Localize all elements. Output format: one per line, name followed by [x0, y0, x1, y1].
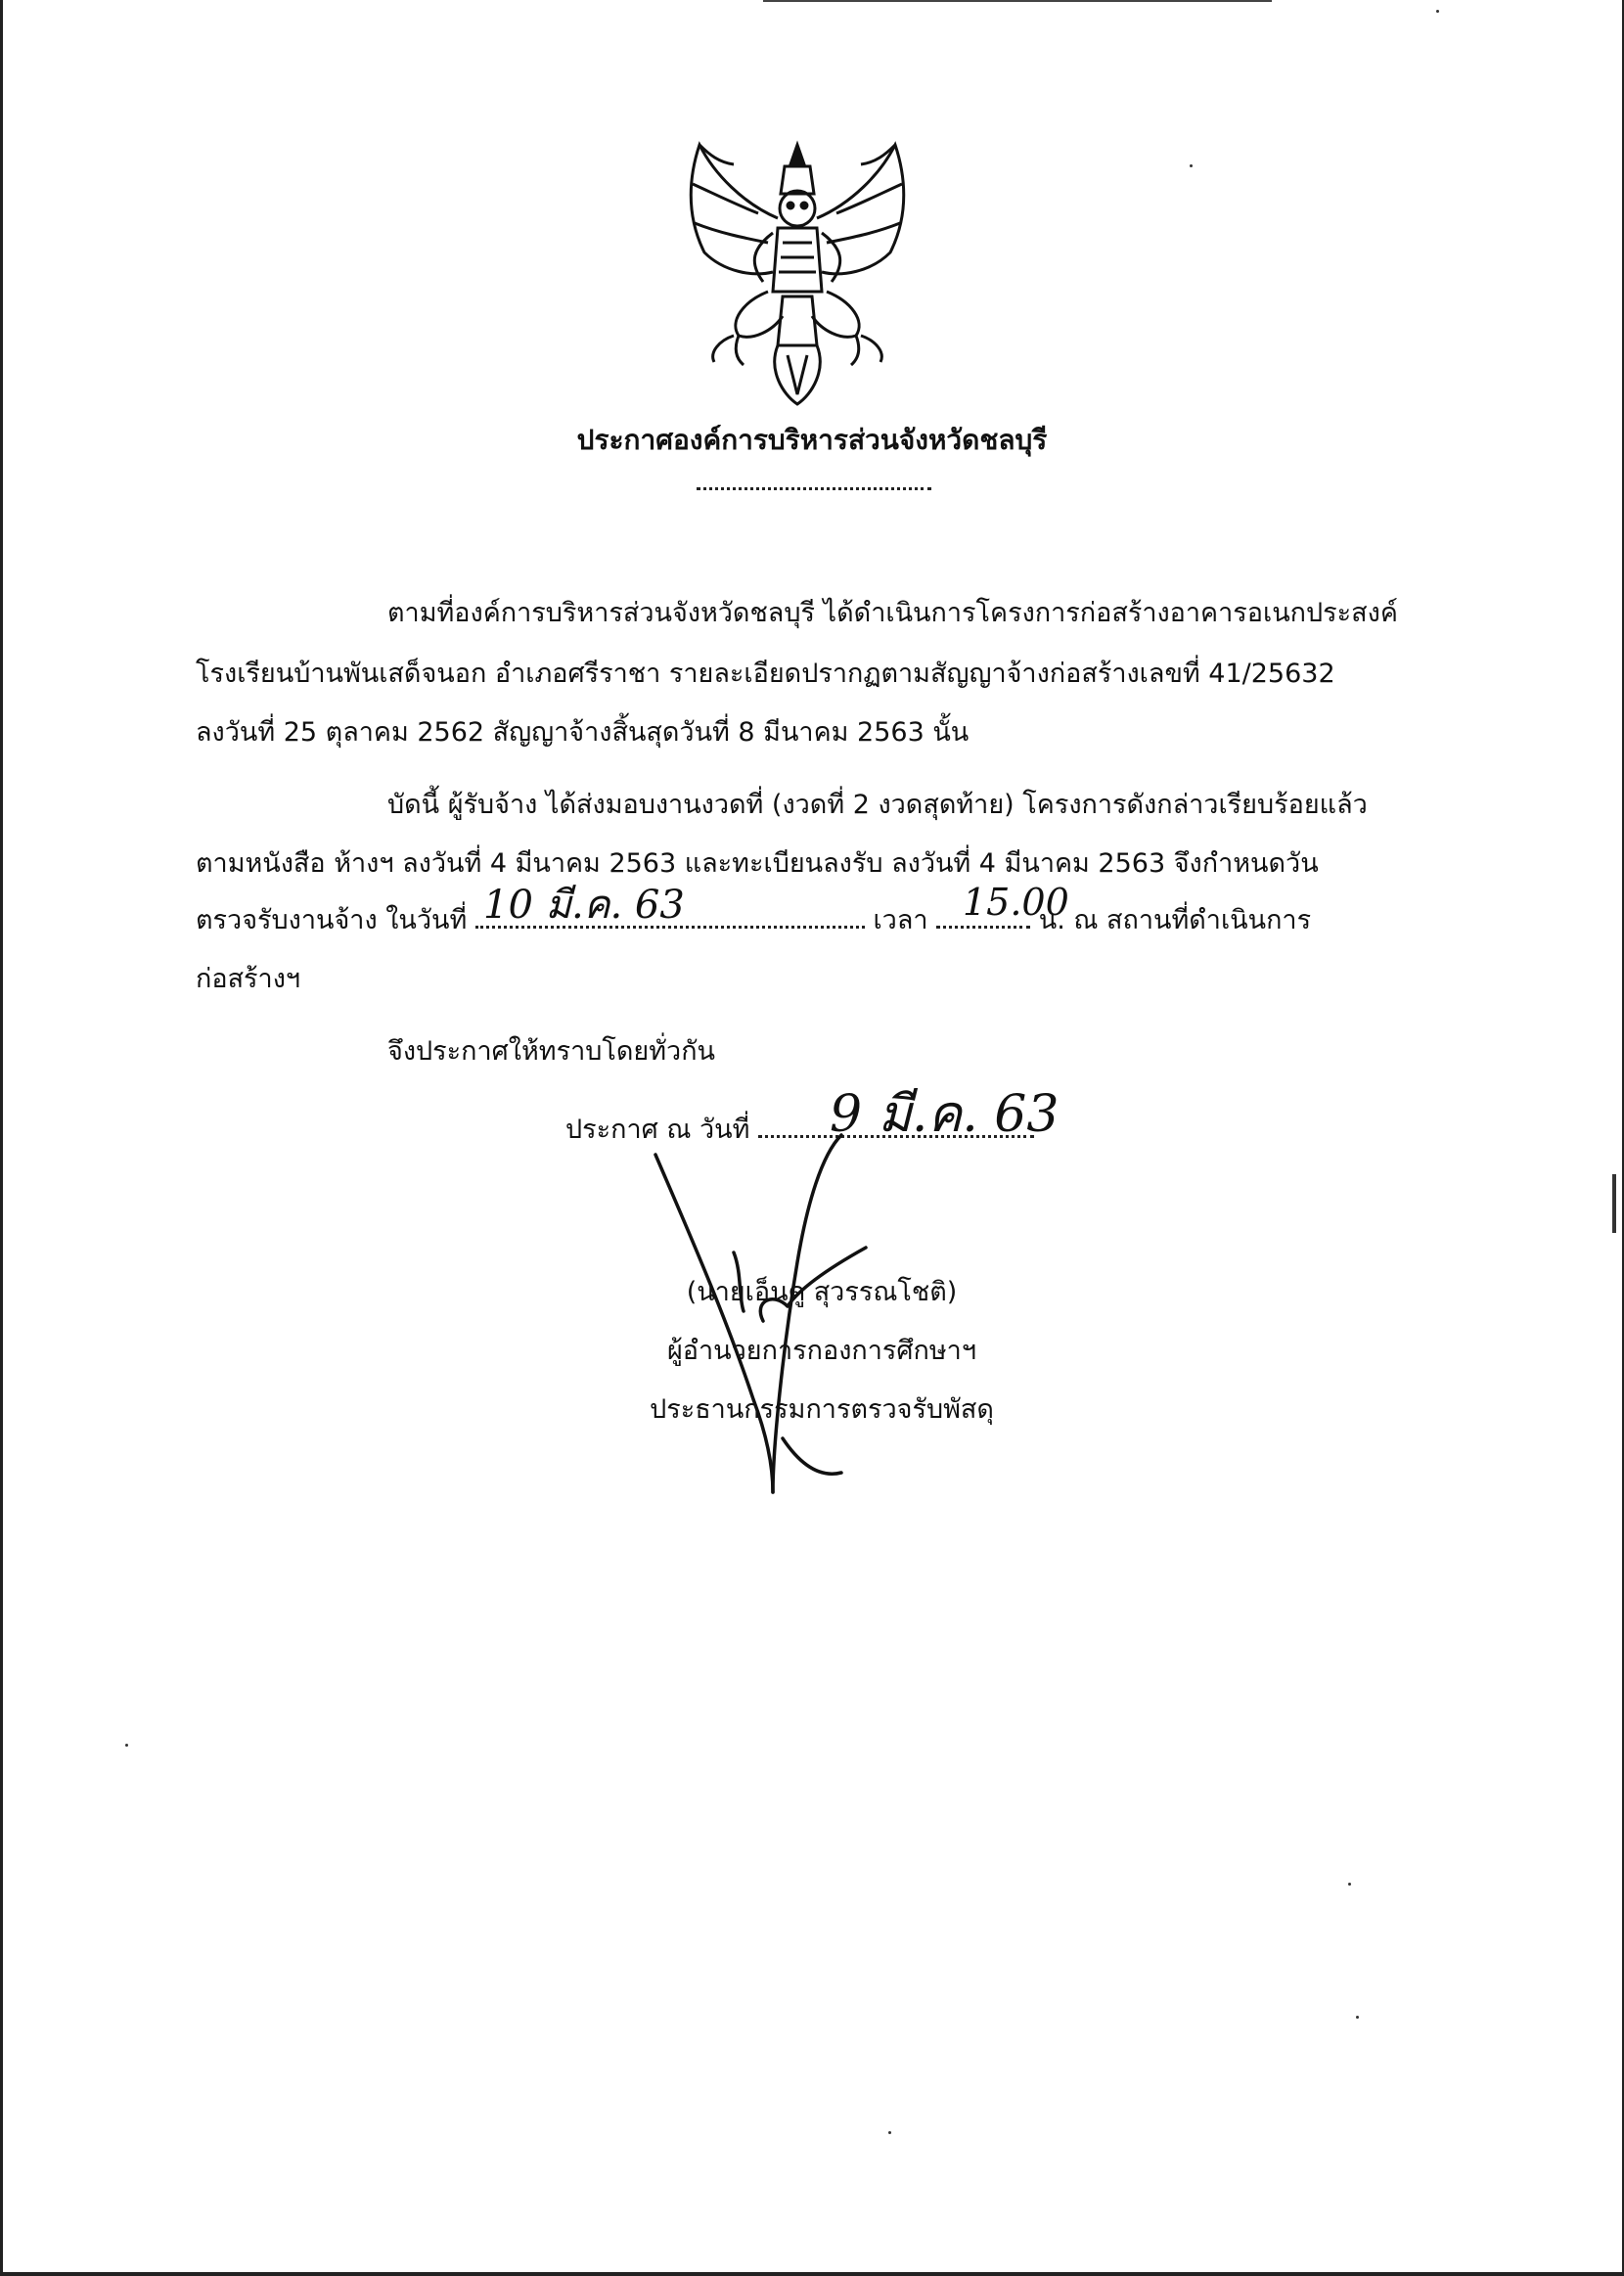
signer-role: ประธานกรรมการตรวจรับพัสดุ: [650, 1394, 994, 1425]
closing-statement: จึงประกาศให้ทราบโดยทั่วกัน: [387, 1036, 715, 1067]
garuda-emblem-icon: [675, 135, 920, 409]
inspection-time-label: เวลา: [873, 905, 928, 935]
para2-line2: ตามหนังสือ ห้างฯ ลงวันที่ 4 มีนาคม 2563 และทะเบียนลงรับ ลงวันที่ 4 มีนาคม 2563 จึงกำหนดวัน: [196, 848, 1319, 879]
title-divider: [697, 487, 931, 490]
scan-speck: [1190, 164, 1193, 167]
scan-speck: [125, 1744, 128, 1747]
inspection-date-label: ตรวจรับงานจ้าง ในวันที่: [196, 905, 468, 935]
scan-speck: [1356, 2016, 1359, 2019]
para1-line1: ตามที่องค์การบริหารส่วนจังหวัดชลบุรี ได้ดำเนินการโครงการก่อสร้างอาคารอเนกประสงค์: [387, 598, 1398, 628]
scan-speck: [1612, 1174, 1616, 1233]
para2-line4: ก่อสร้างฯ: [196, 964, 301, 994]
signer-name: (นายเอ็นดู สุวรรณโชติ): [686, 1277, 958, 1307]
scan-edge-bottom: [0, 2272, 1624, 2276]
signer-position: ผู้อำนวยการกองการศึกษาฯ: [666, 1336, 976, 1366]
scan-edge-top: [763, 0, 1272, 2]
handwritten-inspection-date: 10 มี.ค. 63: [483, 883, 685, 928]
para2-line1: บัดนี้ ผู้รับจ้าง ได้ส่งมอบงานงวดที่ (งวดที่ 2 งวดสุดท้าย) โครงการดังกล่าวเรียบร้อยแล้ว: [387, 790, 1368, 820]
scan-edge-left: [0, 0, 3, 2276]
handwritten-announce-date: 9 มี.ค. 63: [830, 1085, 1060, 1144]
para1-line2: โรงเรียนบ้านพันเสด็จนอก อำเภอศรีราชา รายละเอียดปรากฏตามสัญญาจ้างก่อสร้างเลขที่ 41/25632: [196, 659, 1335, 689]
para1-line3: ลงวันที่ 25 ตุลาคม 2562 สัญญาจ้างสิ้นสุดวันที่ 8 มีนาคม 2563 นั้น: [196, 717, 970, 748]
inspection-location-text: น. ณ สถานที่ดำเนินการ: [1038, 905, 1312, 935]
announce-date-label: ประกาศ ณ วันที่: [565, 1115, 750, 1145]
scan-speck: [888, 2131, 891, 2134]
scan-speck: [1348, 1883, 1351, 1886]
para2-line3: [196, 898, 1311, 940]
document-title: ประกาศองค์การบริหารส่วนจังหวัดชลบุรี: [576, 424, 1048, 456]
handwritten-inspection-time: 15.00: [963, 881, 1069, 924]
scan-speck: [1436, 10, 1439, 13]
